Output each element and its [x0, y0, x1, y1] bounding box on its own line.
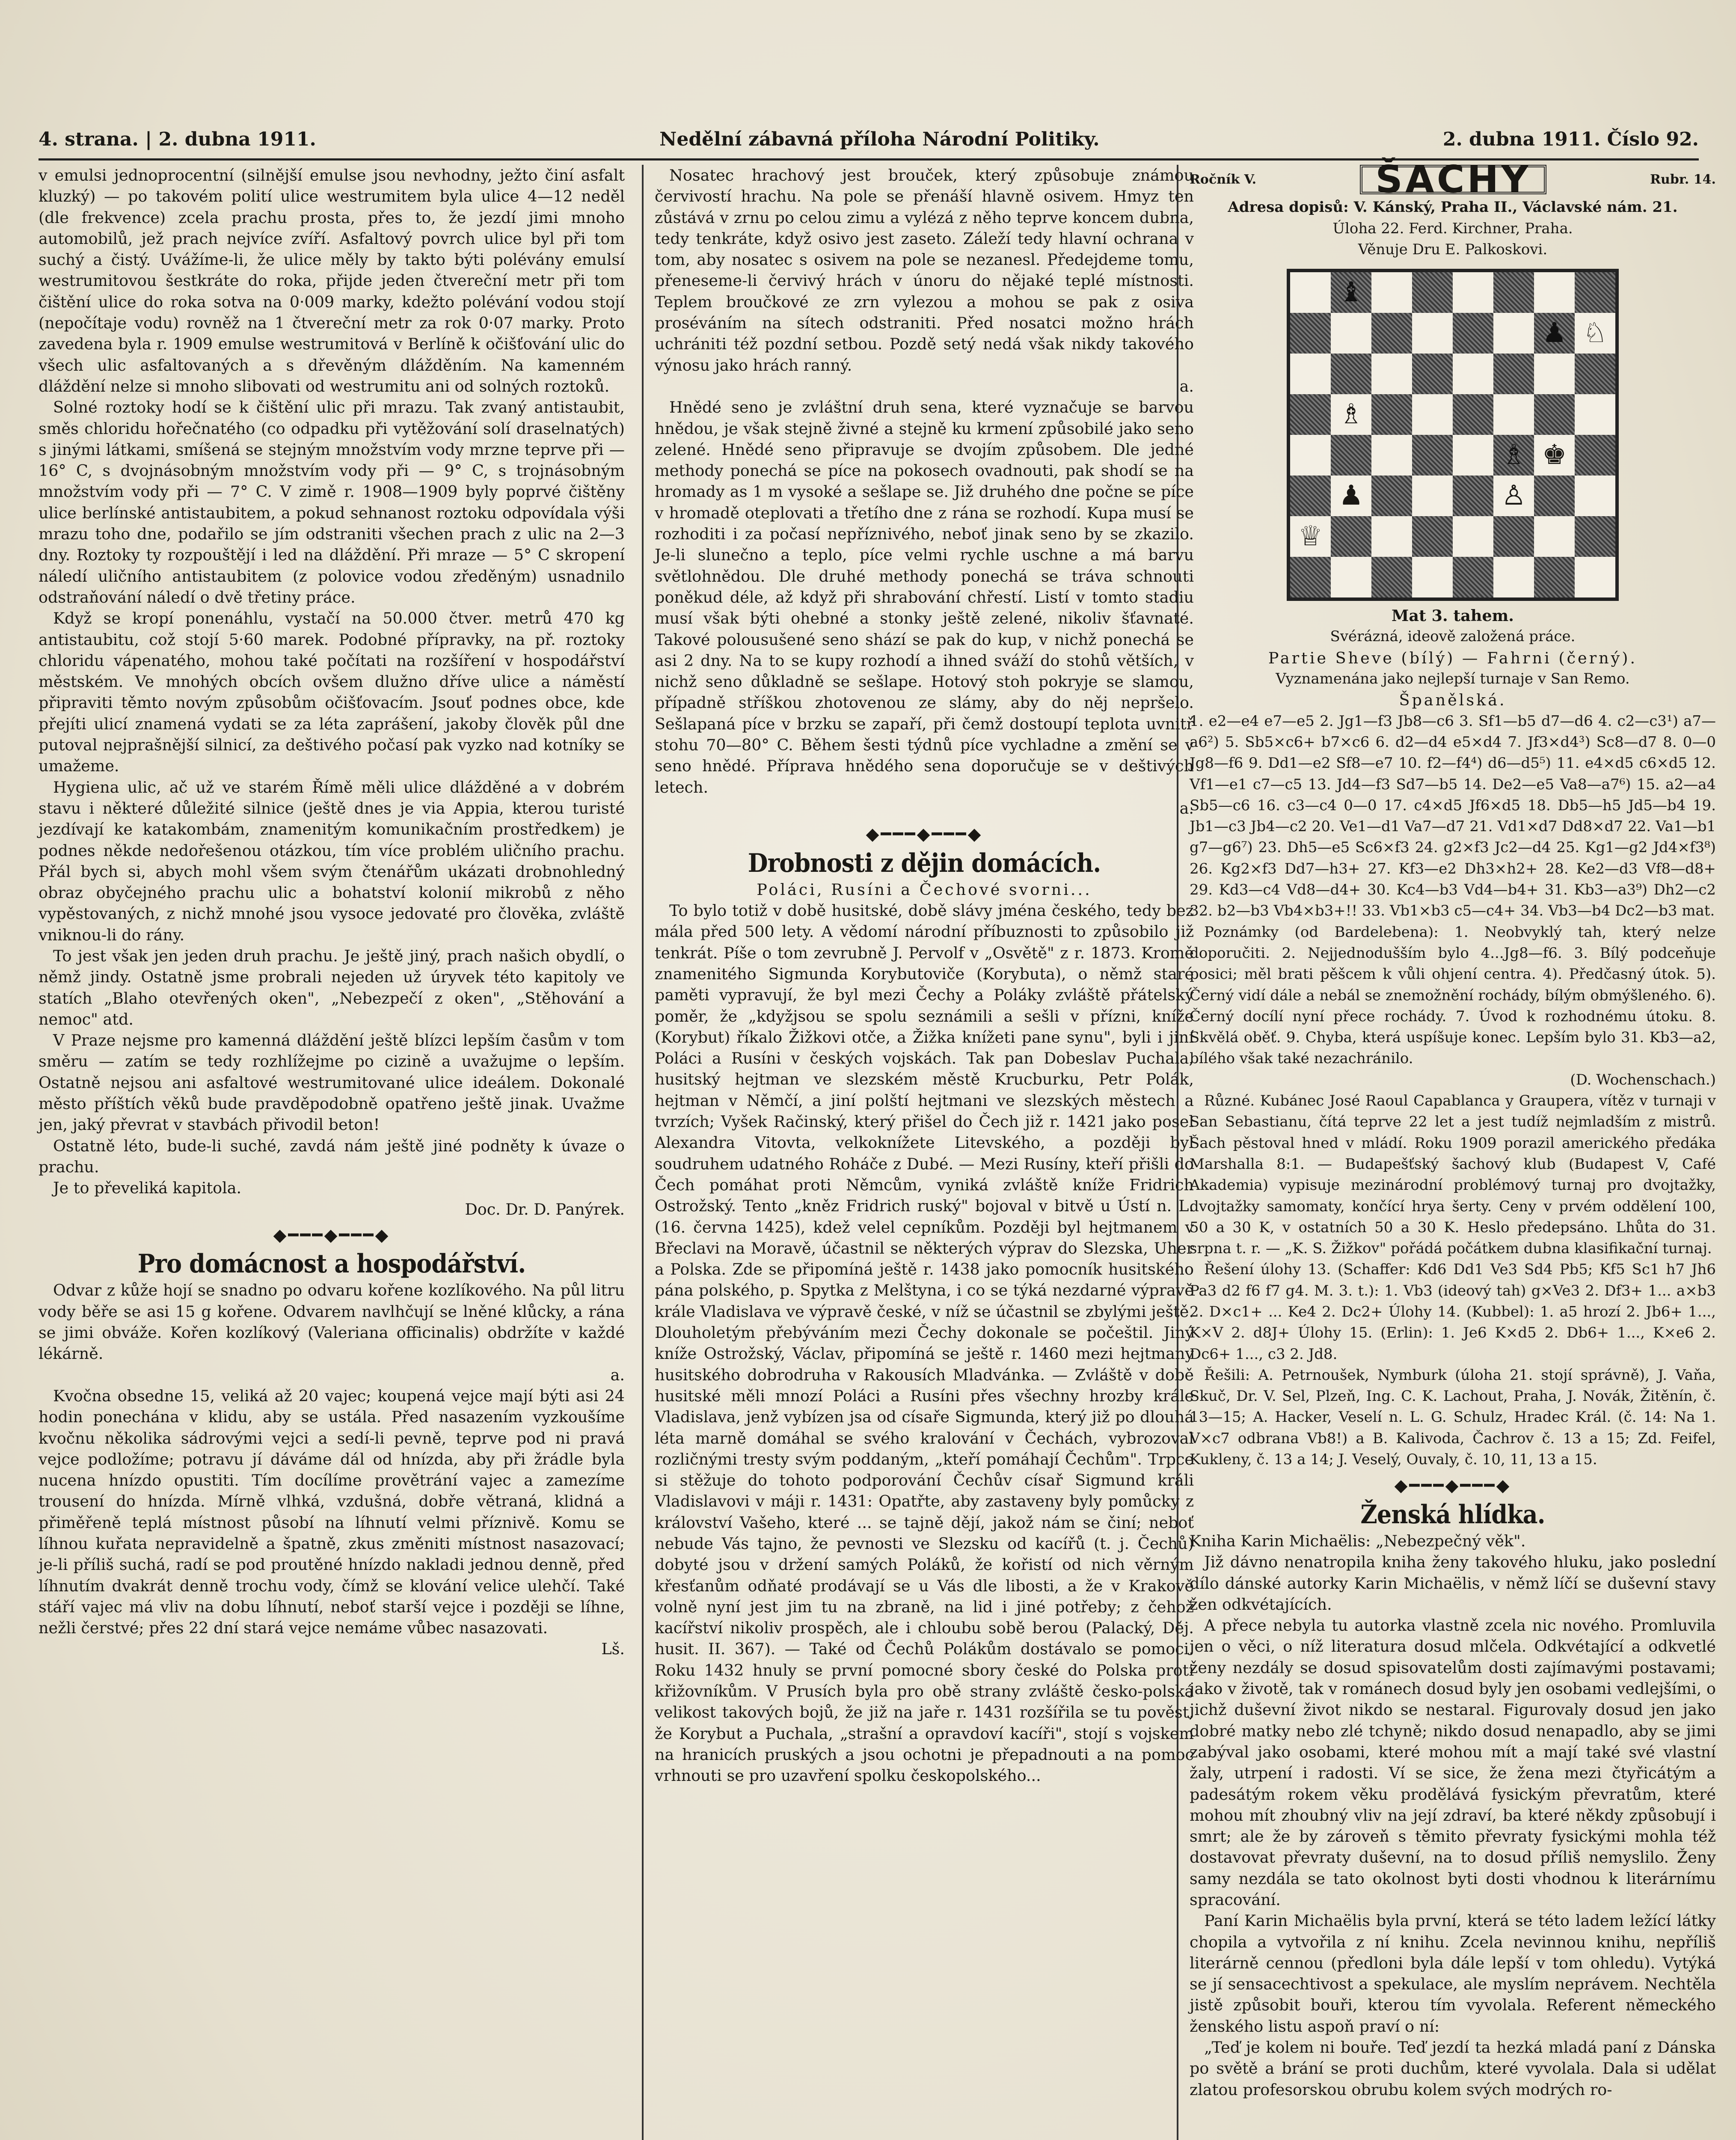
tournament-note: Vyznamenána jako nejlepší turnaje v San Remo.	[1276, 670, 1630, 688]
board-square	[1412, 272, 1453, 313]
board-square	[1331, 435, 1371, 476]
board-square	[1534, 272, 1575, 313]
board-square	[1453, 476, 1493, 516]
paragraph: Solné roztoky hodí se k čištění ulic při mrazu. Tak zvaný antistaubit, směs chloridu hořečnatého (co odpadku při vytěžování solí draselnatých) s jinými látkami, smíšená se stejným množstvím vody mrzne teprve při — 16° C, s dvojnásobným množstvím vody při — 9° C, s trojnásobným množstvím vody při — 7° C. V zimě r. 1908—1909 byly poprvé čištěny ulice berlínské antistaubitem, a pokud sehnanost roztoku odpovídala výši mrazu toho dne, podařilo se jím odstraniti všechen prach z ulic na 2—3 dny. Roztoky ty rozpouštějí i led na dláždění. Při mraze — 5° C skropení náledí uličního antistaubitem (z polovice vodou zředěným) usnadnilo odstraňování náledí o dvě třetiny práce.	[39, 398, 625, 606]
chess-piece: ♟	[1542, 317, 1567, 349]
chess-title: ŠACHY	[1360, 165, 1546, 194]
chess-piece: ♘	[1582, 317, 1608, 349]
board-square	[1493, 476, 1534, 516]
board-square	[1453, 435, 1493, 476]
chess-board	[1287, 269, 1619, 601]
board-square	[1331, 394, 1371, 435]
chess-header	[1190, 158, 1716, 202]
ornament: ◆━━━◆━━━◆	[273, 1225, 390, 1245]
chess-piece: ♗	[1501, 439, 1526, 471]
board-square	[1412, 354, 1453, 394]
address-line: Adresa dopisů: V. Kánský, Praha II., Václavské nám. 21.	[1228, 199, 1678, 216]
paragraph: Již dávno nenatropila kniha ženy takového hluku, jako poslední dílo dánské autorky Karin Michaëlis, v němž líčí se duševní stavy žen odkvétajících.	[1190, 1553, 1716, 1614]
board-square	[1493, 394, 1534, 435]
board-square	[1493, 272, 1534, 313]
book-title: Kniha Karin Michaëlis: „Nebezpečný věk".	[1190, 1531, 1526, 1550]
board-square	[1412, 313, 1453, 354]
board-square	[1371, 354, 1412, 394]
paragraph: To bylo totiž v době husitské, době slávy jména českého, tedy bez mála před 500 lety. A vědomí národní příbuznosti to způsobilo již tenkrát. Píše o tom zevrubně J. Pervolf v „Osvětě" z r. 1873. Kromě znamenitého Sigmunda Korybutoviče (Korybuta), o němž staré paměti vypravují, že byl mezi Čechy a Poláky zvláště přátelský poměr, že „kdyžjsou se spolu seznámili a sešli v přízni, kníže (Korybut) říkalo Žižkovi otče, a Žižka knížeti pane synu", byli i jiní Poláci a Rusíni v českých vojskách. Tak pan Dobeslav Puchala, husitský hejtman ve slezském městě Krucburku, Petr Polák, hejtman v Němčí, a jiní polští hejtmani ve slezských městech a tvrzích; Vyšek Račinský, který přišel do Čech již r. 1421 jako posel Alexandra Vitovta, velkoknížete Litevského, a později byl soudruhem udatného Roháče z Dubé. — Mezi Rusíny, kteří přišli do Čech pomáhat proti Němcům, vyniká zvláště kníže Fridrich Ostrožský. Tento „kněz Fridrich ruský" bojoval v bitvě u Ústí n. L. (16. června 1425), kdež velel cepníkům. Později byl hejtmanem v Břeclavi na Moravě, účastnil se některých výprav do Slezska, Uher a Polska. Zde se připomíná ještě r. 1438 jako pomocník husitského pána polského, p. Spytka z Melštyna, i co se týká nezdarné výpravě krále Vladislava ve výpravě české, v níž se účastnil se zbylými ještě. Dlouholetým přebýváním mezi Čechy dokonale se počeštil. Jiný kníže Ostrožský, Václav, připomíná se ještě r. 1460 mezi hejtmany husitského dobrodruha v Rakousích Mladvánka. — Zvláště v době husitské měli mnozí Poláci a Rusíni přes všechny hrozby krále Vladislava, jenž vybízen jsa od císaře Sigmunda, který již po dlouhá léta marně domáhal se svého kralování v Čechách, vybrozoval rozličnými tresty svým poddaným, „kteří pomáhají Čechům". Trpce si stěžuje do tohoto podporování Čechův císař Sigmund králi Vladislavovi v máji r. 1431: Opatřte, aby zastaveny byly pomůcky z království Vašeho, které ... se tajně dějí, jakož nám se činí; neboť nebude Vás tajno, že pevnosti ve Slezsku od kacířů (t. j. Čechů) dobyté jsou v držení samých Poláků, že kořistí od nich věrným křesťanům odňaté prodávají se u Vás dle libosti, a že v Krakově volně nyní jest jim tu na zbraně, na lid i jiné potřeby; z čehož kacířství nikoliv prospěch, ale i chloubu sobě berou (Palacký, Děj. husit. II. 367). — Také od Čechů Polákům dostávalo se pomoci. Roku 1432 hnuly se první pomocné sbory české do Polska proti křižovníkům. V Prusích byla pro obě strany zvláště česko-polská velikost takových bojů, že již na jaře r. 1431 rozšířila se tu pověst, že Korybut a Puchala, „strašní a opravdoví kacíři", stojí s vojskem na hranicích pruských a jsou ochotni je přepadnouti a na pomoc vrhnouti se pro uzavření spolku českopolského...	[655, 901, 1194, 1785]
board-square	[1412, 516, 1453, 557]
paragraph: v emulsi jednoprocentní (silnější emulse jsou nevhodny, ježto činí asfalt kluzký) — po takovém polití ulice westrumitem byla ulice 4—12 neděl (dle frekvence) zcela prachu prosta, přes to, že jezdí jimi mnoho automobilů, jež prach nejvíce zvíří. Asfaltový povrch ulice byl při tom suchý a čistý. Uvážíme-li, že ulice měly by takto býti polévány emulsí westrumitovou šestkráte do roka, přijde jeden čtvereční metr při tom čištění ulice do roka sotva na 0·009 marky, kdežto polévání vodou stojí (nepočítaje vodu) rovněž na 1 čtvereční metr za rok 0·07 marky. Proto zavedena byla r. 1909 emulse westrumitová v Berlíně k očišťování ulic do všech ulic asfaltovaných a s dřevěným dlážděním. Na kamenném dláždění nelze si mnoho slibovati od westrumitu ani od solných roztoků.	[39, 166, 625, 395]
annotations: Poznámky (od Bardelebena): 1. Neobvyklý tah, který nelze doporučiti. 2. Nejjednodušším bylo 4...Jg8—f6. 3. Bílý podceňuje posici; měl brati pěšcem k vůli ohjení centra. 4). Předčasný útok. 5). Černý vidí dále a nebál se znemožnění rochády, bílým obmýšleného. 6). Černý docílí nyní přece rochády. 7. Úvod k rozhodnému útoku. 8. Skvělá oběť. 9. Chyba, která uspíšuje konec. Lepším bylo 31. Kb3—a2, bílého však také nezachránilo.	[1190, 923, 1716, 1067]
board-square	[1371, 435, 1412, 476]
board-square	[1453, 516, 1493, 557]
paragraph: Je to převeliká kapitola.	[53, 1179, 242, 1198]
misc-news: Různé. Kubánec José Raoul Capablanca y Graupera, vítěz v turnaji v San Sebastianu, čítá teprve 22 let a jest tudíž nejmladším z mistrů. Šach pěstoval hned v mládí. Roku 1909 porazil amerického předáka Marshalla 8:1. — Budapešťský šachový klub (Budapest V, Café Akademia) vypisuje mezinárodní problémový turnaj pro dvojtažky, dvojtažky samomaty, končící hrya šerty. Ceny v prvém oddělení 100, 50 a 30 K, v ostatních 50 a 30 K. Heslo předepsáno. Lhůta do 31. srpna t. r. — „K. S. Žižkov" pořádá počátkem dubna klasifikační turnaj.	[1190, 1092, 1716, 1257]
board-square	[1453, 272, 1493, 313]
board-square	[1575, 394, 1615, 435]
signature: a.	[1179, 799, 1194, 817]
board-square	[1331, 354, 1371, 394]
board-square	[1534, 354, 1575, 394]
paragraph: Odvar z kůže hojí se snadno po odvaru kořene kozlíkového. Na půl litru vody běře se asi 15 g kořene. Odvarem navlhčují se lněné klůcky, a rána se jimi obváže. Kořen kozlíkový (Valeriana officinalis) obdržíte v každé lékárně.	[39, 1281, 625, 1363]
solutions: Řešení úlohy 13. (Schaffer: Kd6 Dd1 Ve3 Sd4 Pb5; Kf5 Sc1 h7 Jh6 Pa3 d2 f6 f7 g4. M. 3. t.): 1. Vb3 (ideový tah) g×Ve3 2. Df3+ 1... a×b3 2. D×c1+ ... Ke4 2. Dc2+ Úlohy 14. (Kubbel): 1. a5 hrozí 2. Jb6+ 1..., K×V 2. d8J+ Úlohy 15. (Erlin): 1. Je6 K×d5 2. Db6+ 1..., K×e6 2. Dc6+ 1..., c3 2. Jd8.	[1190, 1261, 1716, 1363]
board-square	[1290, 354, 1331, 394]
ornament: ◆━━━◆━━━◆	[866, 824, 983, 844]
board-square	[1575, 557, 1615, 597]
paragraph: V Praze nejsme pro kamenná dláždění ještě blízci lepším časům v tom směru — zatím se tedy rozhlížejme po cizině a uvažujme o lepším. Ostatně nejsou ani asfaltové westrumitované ulice ideálem. Dokonalé město příštích věků bude pravděpodobně opatřeno ještě jinak. Uvažme jen, jaký převrat v stavbách přivodil beton!	[39, 1031, 625, 1134]
problem-title: Úloha 22. Ferd. Kirchner, Praha.	[1332, 220, 1573, 237]
column-rule-1	[642, 165, 644, 2140]
section-heading: Ženská hlídka.	[1360, 1499, 1545, 1530]
board-square	[1290, 394, 1331, 435]
paragraph: A přece nebyla tu autorka vlastně zcela nic nového. Promluvila jen o věci, o níž literatura dosud mlčela. Odkvétající a odkvetlé ženy nezdály se dosud spisovatelům dosti zajímavými postavami; jako v životě, tak v románech dosud byly jen osobami vedlejšími, o jichž duševní život nikdo se nestaral. Figurovaly dosud jen jako dobré matky nebo zlé tchyně; nikdo dosud nenapadlo, aby se jimi zabýval jako osobami, které mohou mít a mají také své vlastní žaly, utrpení i radosti. Ví se sice, že žena mezi čtyřicátým a padesátým rokem věku prodělává fysickým převratům, které mohou mít zhoubný vliv na její zdraví, ba které někdy způsobují i smrt; ale že by zároveň s těmito převraty fysickými mohla též dostavovat převraty duševní, na to dosud příliš nemyslilo. Ženy samy nezdála se tato okolnost byti dosti vhodnou k literárnímu spracování.	[1190, 1616, 1716, 1909]
board-square	[1575, 354, 1615, 394]
board-square	[1534, 394, 1575, 435]
paragraph: Kvočna obsedne 15, veliká až 20 vajec; koupená vejce mají býti asi 24 hodin ponechána v klidu, aby se ustála. Před nasazením vyzkoušíme kvočnu několika sádrovými vejci a sedí-li pevně, teprve pod ni pravá vejce podložíme; potravu jí dáváme dál od hnízda, aby při žrádle byla nucena hnízdo opustiti. Tím docílíme provětrání vajec a zamezíme trousení do hnízda. Mírně vlhká, vzdušná, dobře větraná, klidná a přiměřeně teplá místnost působí na líhnutí velmi příznivě. Komu se líhnou kuřata nepravidelně a špatně, zkus změniti místnost nasazovací; je-li příliš suchá, radí se pod proutěné hnízdo nakladi jednou denně, před líhnutím dvakrát denně trochu vody, čímž se klování velice ulehčí. Také stáří vajec má vliv na dobu líhnutí, neboť starší vejce i později se líhne, nežli čerstvé; přes 22 dní stará vejce nemáme vůbec nasazovati.	[39, 1386, 625, 1638]
chess-piece: ♟	[1338, 480, 1364, 512]
column-3	[1190, 158, 1716, 2100]
header-center: Nedělní zábavná příloha Národní Politiky.	[659, 128, 1100, 150]
chess-piece: ♚	[1542, 439, 1567, 471]
board-square	[1575, 516, 1615, 557]
board-square	[1493, 313, 1534, 354]
chess-piece: ♝	[1338, 276, 1364, 309]
board-square	[1453, 354, 1493, 394]
board-square	[1453, 313, 1493, 354]
paragraph: To jest však jen jeden druh prachu. Je ještě jiný, prach našich obydlí, o němž jindy. Ostatně jsme probrali nejeden už úryvek této kapitoly ve statích „Blaho otevřených oken", „Nebezpečí z oken", „Stěhování a nemoc" atd.	[39, 946, 625, 1028]
problem-comment: Svérázná, ideově založená práce.	[1330, 628, 1576, 645]
board-square	[1534, 516, 1575, 557]
board-square	[1371, 557, 1412, 597]
board-square	[1331, 272, 1371, 313]
paragraph: Hnědé seno je zvláštní druh sena, které vyznačuje se barvou hnědou, je však stejně živné a stejně ku krmení způsobilé jako seno zelené. Hnědé seno připravuje se dvojím způsobem. Dle jedné methody ponechá se píce na pokosech ovadnouti, pak shodí se na hromady as 1 m vysoké a sešlape se. Již druhého dne počne se píce v hromadě oteplovati a třetího dne z rána se rozhodí. Kupa musí se rozhoditi i za počasí nepříznivého, neboť jinak seno by se zkazilo. Je-li slunečno a teplo, píce velmi rychle uschne a má barvu světlohnědou. Dle druhé methody ponechá se tráva schnouti poněkud déle, až když při shrabování chřestí. Listí v tomto stadiu musí však býti ohebné a stonky ještě zelené, nikoliv šťavnaté. Takové polousušené seno shází se pak do kup, v nichž ponechá se asi 2 dny. Na to se kupy rozhodí a ihned sváží do stohů větších, v nichž seno důkladně se sešlape. Hotový stoh pokryje se slamou, případně stříškou zhotovenou ze slámy, aby do něj nepršelo. Sešlapaná píce v brzku se zapaří, při čemž dostoupí teplota uvnitř stohu 70—80° C. Během šesti týdnů píce vychladne a změní se v seno hnědé. Příprava hnědého sena doporučuje se v deštivých letech.	[655, 398, 1194, 797]
paragraph: „Teď je kolem ni bouře. Teď jezdí ta hezká mladá paní z Dánska po světě a brání se proti duchům, které vyvolala. Dala si udělat zlatou profesorskou obrubu kolem svých modrých ro-	[1190, 2038, 1716, 2099]
section-heading: Pro domácnost a hospodářství.	[137, 1249, 526, 1279]
paragraph: Nosatec hrachový jest brouček, který způsobuje známou červivostí hrachu. Na pole se přenáší hlavně osivem. Hmyz ten zůstává v zrnu po celou zimu a vylézá z něho teprve koncem dubna, tedy tenkráte, když osivo jest zaseto. Záleží tedy hlavní ochrana v tom, aby nosatec s osivem na pole se nezanesl. Předejdeme tomu, přeneseme-li červivý hrách v únoru do nějaké teplé místnosti. Teplem broučkové ze zrn vylezou a mohou se pak z osiva proséváním na sítech odstraniti. Před nosatci možno hrách uchrániti též pozdní setbou. Pozdě setý nedá však nikdy takového výnosu jako hrách ranný.	[655, 166, 1194, 374]
volume-label: Ročník V.	[1190, 172, 1257, 187]
board-square	[1412, 476, 1453, 516]
game-moves: 1. e2—e4 e7—e5 2. Jg1—f3 Jb8—c6 3. Sf1—b5 d7—d6 4. c2—c3¹) a7—a6²) 5. Sb5×c6+ b7×c6 6. d2—d4 e5×d4 7. Jf3×d4³) Sc8—d7 8. 0—0 Jg8—f6 9. Dd1—e2 Sf8—e7 10. f2—f4⁴) d6—d5⁵) 11. e4×d5 c6×d5 12. Vf1—e1 c7—c5 13. Jd4—f3 Sd7—b5 14. De2—e5 Va8—a7⁶) 15. a2—a4 Sb5—c6 16. c3—c4 0—0 17. c4×d5 Jf6×d5 18. Db5—h5 Jd5—b4 19. Jb1—c3 Jb4—c2 20. Ve1—d1 Va7—d7 21. Vd1×d7 Dd8×d7 22. Va1—b1 g7—g6⁷) 23. Dh5—e5 Sc6×f3 24. g2×f3 Jc2—d4 25. Kg1—g2 Jd4×f3⁸) 26. Kg2×f3 Dd7—h3+ 27. Kf3—e2 Dh3×h2+ 28. Ke2—d3 Vf8—d8+ 29. Kd3—c4 Vd8—d4+ 30. Kc4—b3 Vd4—b4+ 31. Kb3—a3⁹) Dh2—c2 32. b2—b3 Vb4×b3+!! 33. Vb1×b3 c5—c4+ 34. Vb3—b4 Dc2—b3 mat.	[1190, 712, 1716, 920]
board-square	[1290, 476, 1331, 516]
board-square	[1534, 435, 1575, 476]
board-square	[1371, 516, 1412, 557]
board-square	[1493, 354, 1534, 394]
board-square	[1331, 476, 1371, 516]
header-right: 2. dubna 1911. Číslo 92.	[1442, 128, 1699, 150]
board-square	[1412, 435, 1453, 476]
chess-piece: ♕	[1298, 520, 1323, 553]
game-title: Partie Sheve (bílý) — Fahrni (černý).	[1268, 648, 1638, 667]
chess-piece: ♙	[1501, 480, 1526, 512]
board-square	[1493, 435, 1534, 476]
board-square	[1290, 516, 1331, 557]
board-square	[1371, 394, 1412, 435]
board-square	[1575, 435, 1615, 476]
paragraph: Když se kropí ponenáhlu, vystačí na 50.000 čtver. metrů 470 kg antistaubitu, což stojí 5·60 marek. Podobné přípravky, na př. roztoky chloridu vápenatého, mohou také počítati na rozšíření v hospodářství městském. Ve mnohých obcích ovšem dlužno dříve ulice a náměstí připraviti těmto novým způsobům očišťovacím. Jsouť podnes obce, kde přejíti ulicí znamená vydati se za léta zaprášení, jakoby člověk půl dne putoval nejprašnější silnicí, za deštivého počasí pak vyzko nad kotníky se umažeme.	[39, 609, 625, 776]
board-square	[1290, 557, 1331, 597]
board-square	[1290, 435, 1331, 476]
subheading: Poláci, Rusíni a Čechové svorni...	[757, 880, 1092, 899]
solvers: Řešili: A. Petrnoušek, Nymburk (úloha 21. stojí správně), J. Vaňa, Skuč, Dr. V. Sel, Plzeň, Ing. C. K. Lachout, Praha, J. Novák, Žitěnín, č. 13—15; A. Hacker, Veselí n. L. G. Schulz, Hradec Král. (č. 14: Na 1. V×c7 odbrana Vb8!) a B. Kalivoda, Čachrov č. 13 a 15; Zd. Feifel, Kukleny, č. 13 a 14; J. Veselý, Ouvaly, č. 10, 11, 13 a 15.	[1190, 1366, 1716, 1468]
board-square	[1331, 313, 1371, 354]
signature: Lš.	[601, 1640, 625, 1658]
board-square	[1453, 557, 1493, 597]
board-square	[1453, 394, 1493, 435]
dedication: Věnuje Dru E. Palkoskovi.	[1358, 241, 1548, 258]
board-square	[1493, 557, 1534, 597]
source-note: (D. Wochenschach.)	[1570, 1071, 1716, 1088]
rubric-label: Rubr. 14.	[1650, 172, 1716, 187]
paragraph: Paní Karin Michaëlis byla první, která se této ladem ležící látky chopila a vytvořila z ní knihu. Zcela nevinnou knihu, nepříliš literárně cennou (předloni byla dále lepší v tom ohledu). Vytýká se jí sensacechtivost a spekulace, ale myslím neprávem. Nechtěla jistě způsobit bouři, kterou tím vyvolala. Referent německého ženského listu aspoň praví o ní:	[1190, 1911, 1716, 2036]
board-square	[1493, 516, 1534, 557]
chess-piece: ♗	[1338, 398, 1364, 431]
mat-line: Mat 3. tahem.	[1391, 606, 1514, 625]
board-square	[1371, 476, 1412, 516]
board-square	[1290, 313, 1331, 354]
board-square	[1412, 557, 1453, 597]
column-2	[655, 165, 1194, 1786]
board-square	[1371, 272, 1412, 313]
board-square	[1290, 272, 1331, 313]
signature: a.	[1179, 377, 1194, 395]
board-square	[1412, 394, 1453, 435]
page-header	[39, 120, 1699, 160]
author-signature: Doc. Dr. D. Panýrek.	[465, 1200, 625, 1219]
board-square	[1371, 313, 1412, 354]
board-square	[1534, 476, 1575, 516]
board-square	[1575, 313, 1615, 354]
paragraph: Hygiena ulic, ač už ve starém Římě měli ulice dlážděné a v dobrém stavu i některé důležité silnice (ještě dnes je via Appia, kterou turisté jezdívají ke katakombám, znamenitým komunikačním prostředkem) je podnes někde nedořešenou otázkou, tím více problém uličního prachu. Přál bych si, abych mohl všem svým čtenářům ukázati drobnohledný obraz obyčejného prachu ulic a bohatství kolonií mikrobů z něho vypěstovaných, z nichž mnohé jsou vysoce jedovaté pro člověka, zvláště vniknou-li do rány.	[39, 778, 625, 944]
board-square	[1575, 272, 1615, 313]
board-square	[1331, 516, 1371, 557]
ornament: ◆━━━◆━━━◆	[1394, 1476, 1511, 1496]
column-1	[39, 165, 625, 1660]
board-square	[1331, 557, 1371, 597]
board-square	[1534, 313, 1575, 354]
opening-name: Španělská.	[1399, 691, 1507, 710]
header-left: 4. strana. | 2. dubna 1911.	[39, 128, 316, 150]
section-heading: Drobnosti z dějin domácích.	[748, 848, 1101, 878]
paragraph: Ostatně léto, bude-li suché, zavdá nám ještě jiné podněty k úvaze o prachu.	[39, 1136, 625, 1176]
board-square	[1534, 557, 1575, 597]
signature: a.	[610, 1365, 625, 1384]
board-square	[1575, 476, 1615, 516]
